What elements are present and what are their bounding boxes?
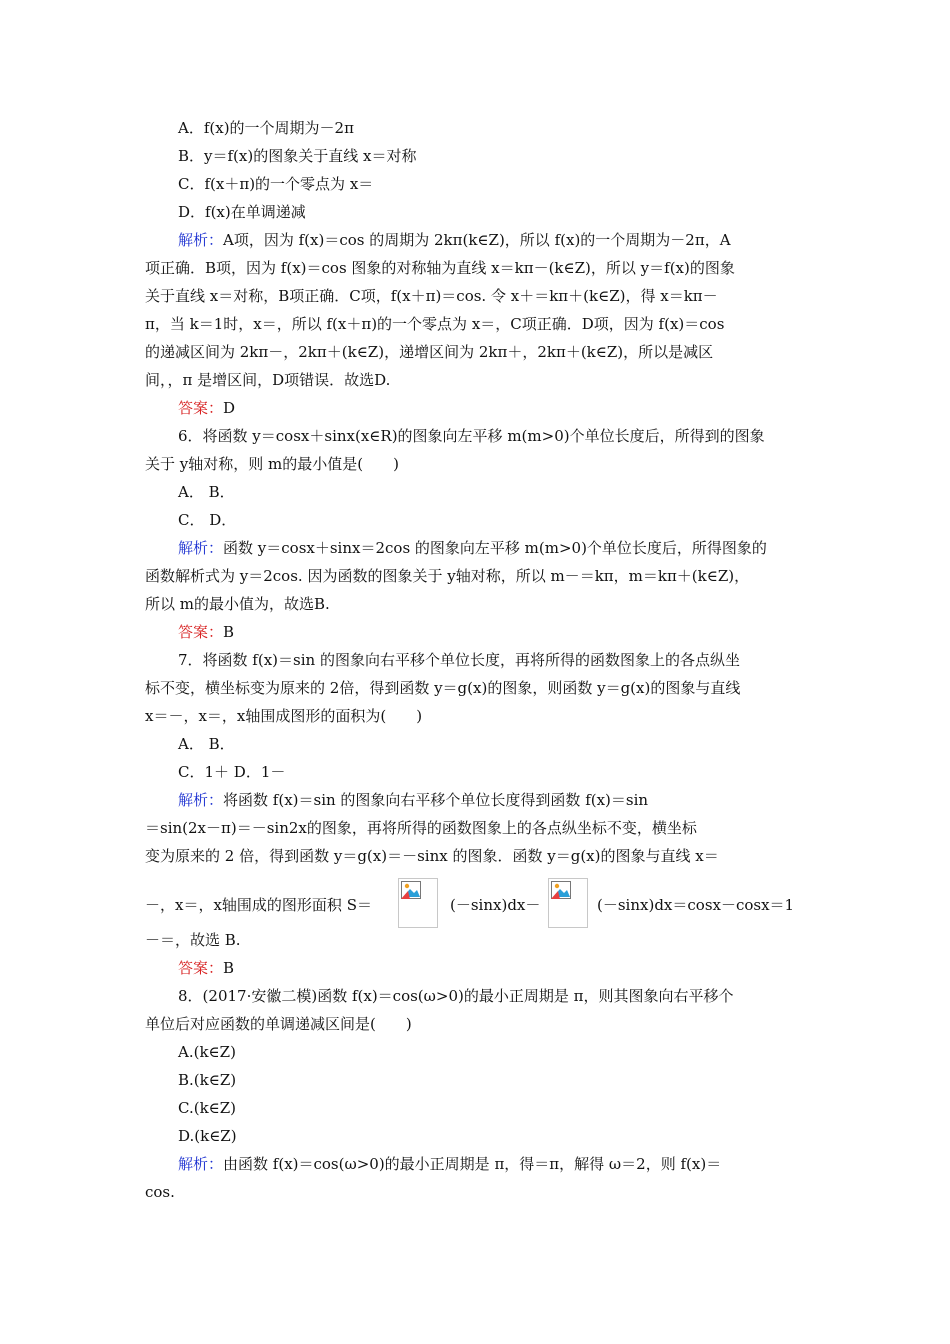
integral-text-c: (－sinx)dx＝cosx－cosx＝1: [597, 896, 795, 914]
answer-label: 答案：: [178, 623, 224, 641]
q8-option-d: D.(k∈Z): [178, 1127, 237, 1145]
q7-options-cd: C．1＋ D．1－: [178, 763, 286, 781]
broken-image-icon: [398, 878, 438, 928]
q6-stem-line-1: 6．将函数 y＝cosx＋sinx(x∈R)的图象向左平移 m(m>0)个单位长度后，所得到的图象: [178, 427, 765, 445]
analysis-label: 解析：: [178, 1155, 224, 1173]
analysis-text: 函数 y＝cosx＋sinx＝2cos 的图象向左平移 m(m>0)个单位长度后，所得图象的: [223, 539, 767, 557]
q7-stem-line-2: 标不变，横坐标变为原来的 2倍，得到函数 y＝g(x)的图象，则函数 y＝g(x)的图象与直线: [145, 679, 741, 697]
q7-stem-line-1: 7．将函数 f(x)＝sin 的图象向右平移个单位长度，再将所得的函数图象上的各点纵坐: [178, 651, 740, 669]
q7-options-ab: A． B．: [178, 735, 235, 753]
q5-analysis-line-2: 项正确．B项，因为 f(x)＝cos 图象的对称轴为直线 x＝kπ－(k∈Z)，所以 y＝f(x)的图象: [145, 259, 735, 277]
q5-option-d: D．f(x)在单调递减: [178, 203, 306, 221]
q8-stem-line-2: 单位后对应函数的单调递减区间是( ): [145, 1015, 412, 1033]
q8-option-a: A.(k∈Z): [178, 1043, 236, 1061]
answer-value: B: [223, 959, 235, 977]
q8-analysis-line-2: cos.: [145, 1183, 175, 1201]
q7-analysis-line-1: [178, 790, 648, 810]
answer-label: 答案：: [178, 399, 224, 417]
answer-value: D: [223, 399, 236, 417]
q5-answer: [178, 398, 235, 418]
q6-answer: [178, 622, 234, 642]
q5-analysis-line-6: 间，，π 是增区间，D项错误．故选D.: [145, 371, 391, 389]
q5-analysis-line-1: [178, 230, 731, 250]
analysis-label: 解析：: [178, 539, 224, 557]
integral-text-a: －，x＝，x轴围成的图形面积 S＝: [145, 896, 372, 914]
q8-analysis-line-1: [178, 1154, 721, 1174]
q8-option-c: C.(k∈Z): [178, 1099, 237, 1117]
q6-analysis-line-2: 函数解析式为 y＝2cos. 因为函数的图象关于 y轴对称，所以 m－＝kπ，m＝kπ＋(k∈Z)，: [145, 567, 750, 585]
integral-text-b: (－sinx)dx－: [450, 896, 541, 914]
q6-analysis-line-1: [178, 538, 767, 558]
q6-options-ab: A． B．: [178, 483, 235, 501]
q7-stem-line-3: x＝－，x＝，x轴围成图形的面积为( ): [145, 707, 423, 725]
q6-analysis-line-3: 所以 m的最小值为，故选B.: [145, 595, 330, 613]
analysis-label: 解析：: [178, 231, 224, 249]
q6-options-cd: C． D．: [178, 511, 237, 529]
q6-stem-line-2: 关于 y轴对称，则 m的最小值是( ): [145, 455, 399, 473]
q5-analysis-line-3: 关于直线 x＝对称，B项正确．C项，f(x＋π)＝cos. 令 x＋＝kπ＋(k∈Z)，得 x＝kπ－: [145, 287, 718, 305]
q7-analysis-line-5: －＝，故选 B.: [145, 931, 241, 949]
q5-analysis-line-5: 的递减区间为 2kπ－，2kπ＋(k∈Z)，递增区间为 2kπ＋，2kπ＋(k∈Z)，所以是减区: [145, 343, 714, 361]
q7-answer: [178, 958, 234, 978]
q7-analysis-line-4: [145, 878, 809, 938]
q5-option-a: A．f(x)的一个周期为－2π: [178, 119, 354, 137]
analysis-text: 将函数 f(x)＝sin 的图象向右平移个单位长度得到函数 f(x)＝sin: [223, 791, 649, 809]
q5-analysis-line-4: π，当 k＝1时，x＝，所以 f(x＋π)的一个零点为 x＝，C项正确．D项，因为 f(x)＝cos: [145, 315, 725, 333]
q5-option-b: B．y＝f(x)的图象关于直线 x＝对称: [178, 147, 417, 165]
broken-image-icon: [548, 878, 588, 928]
answer-label: 答案：: [178, 959, 224, 977]
q8-option-b: B.(k∈Z): [178, 1071, 237, 1089]
answer-value: B: [223, 623, 235, 641]
q7-analysis-line-3: 变为原来的 2 倍，得到函数 y＝g(x)＝－sinx 的图象．函数 y＝g(x)的图象与直线 x＝: [145, 847, 719, 865]
q7-analysis-line-2: ＝sin(2x－π)＝－sin2x的图象，再将所得的函数图象上的各点纵坐标不变，横坐标: [145, 819, 697, 837]
analysis-text: 由函数 f(x)＝cos(ω>0)的最小正周期是 π，得＝π，解得 ω＝2，则 f(x)＝: [223, 1155, 722, 1173]
q5-option-c: C．f(x＋π)的一个零点为 x＝: [178, 175, 374, 193]
analysis-label: 解析：: [178, 791, 224, 809]
q8-stem-line-1: 8．(2017·安徽二模)函数 f(x)＝cos(ω>0)的最小正周期是 π，则其图象向右平移个: [178, 987, 734, 1005]
analysis-text: A项，因为 f(x)＝cos 的周期为 2kπ(k∈Z)，所以 f(x)的一个周期为－2π，A: [223, 231, 731, 249]
